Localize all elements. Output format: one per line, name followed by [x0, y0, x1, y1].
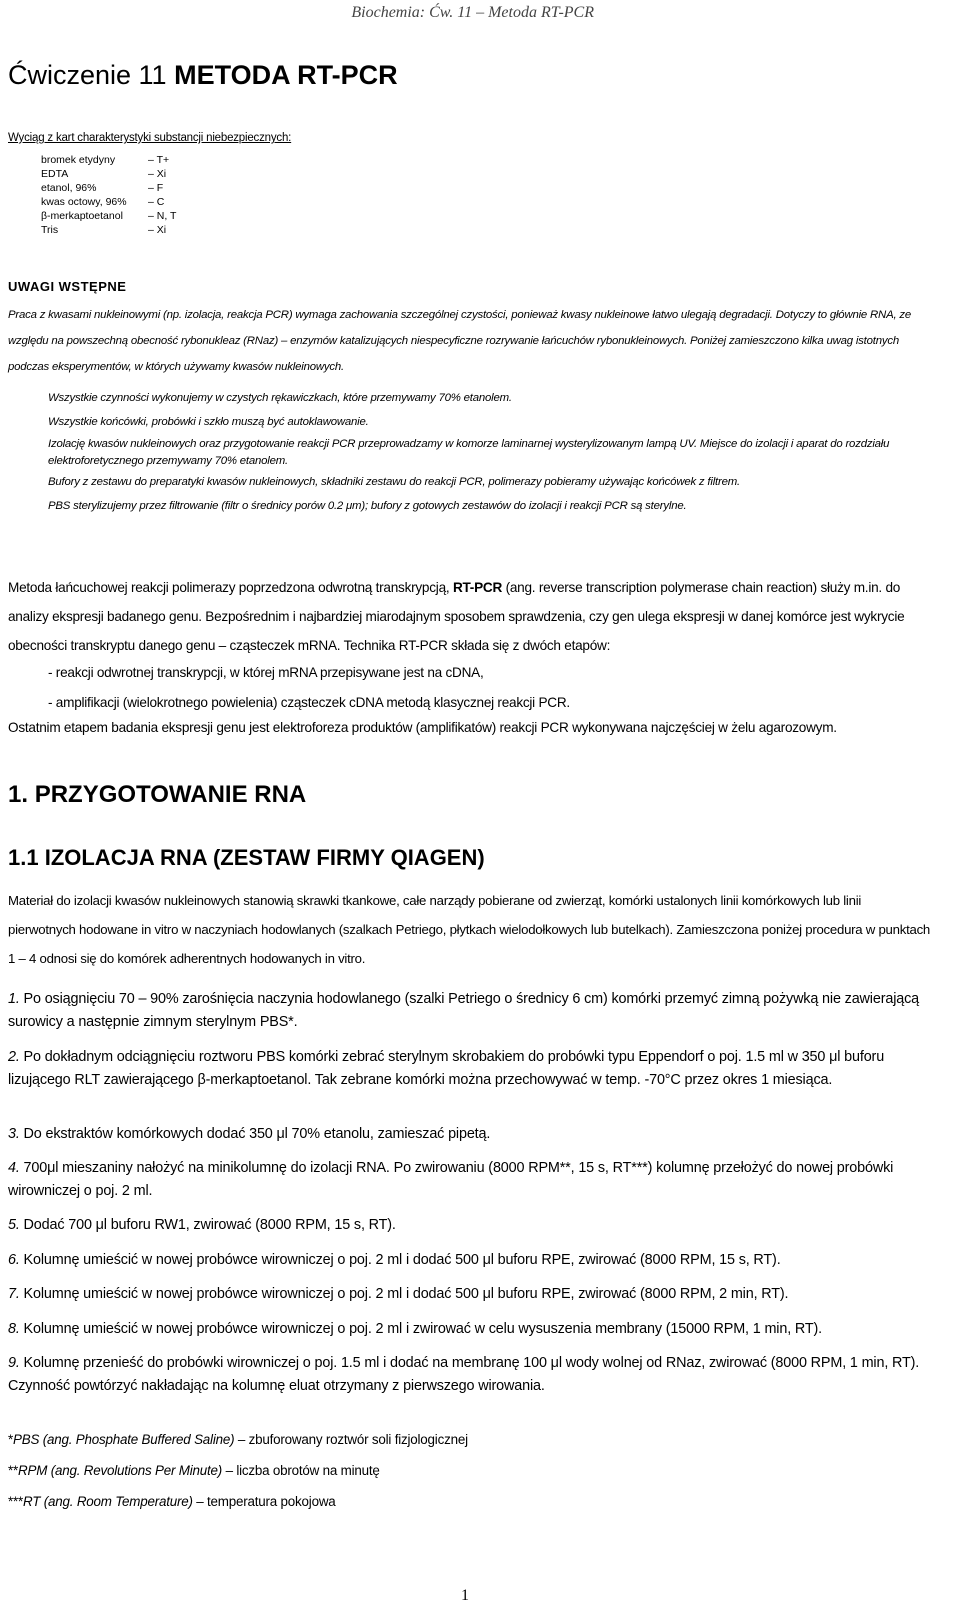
hazard-name: Tris: [41, 224, 59, 236]
footnote-desc: – liczba obrotów na minutę: [222, 1463, 380, 1478]
step-text: Do ekstraktów komórkowych dodać 350 μl 70% etanolu, zamieszać pipetą.: [19, 1126, 491, 1142]
intro-text: (ang. reverse transcription polymerase chain reaction) służy m.in. do analizy ekspresji badanego genu. Bezpośrednim i najbardziej miarodajnym sposobem sprawdzenia, czy gen ulega ekspresji w danej komórce jest wykrycie obecności transkryptu danego genu – cząsteczek mRNA. Technika RT-PCR składa się z dwóch etapów:: [8, 580, 905, 653]
footnote: [8, 1494, 336, 1509]
intro-bullet: - reakcji odwrotnej transkrypcji, w której mRNA przepisywane jest na cDNA,: [48, 665, 484, 680]
step-text: Kolumnę przenieść do probówki wirowniczej o poj. 1.5 ml i dodać na membranę 100 μl wody wolnej od RNaz, zwirować (8000 RPM, 1 min, RT). Czynność powtórzyć nakładając na kolumnę eluat otrzymany z pierwszego wirowania.: [8, 1355, 920, 1394]
step-number: 8.: [8, 1321, 20, 1337]
footnote-mark: ***: [8, 1494, 24, 1509]
hazard-code: – Xi: [148, 224, 167, 236]
section-heading: [8, 781, 306, 809]
procedure-step: [8, 1157, 932, 1203]
procedure-step: [8, 988, 932, 1034]
uwagi-item: Wszystkie czynności wykonujemy w czystych rękawiczkach, które przemywamy 70% etanolem.: [48, 392, 512, 404]
procedure-step: [8, 1046, 932, 1092]
hazard-heading: Wyciąg z kart charakterystyki substancji niebezpiecznych:: [8, 132, 292, 144]
step-text: Kolumnę umieścić w nowej probówce wirowniczej o poj. 2 ml i dodać 500 μl buforu RPE, zwirować (8000 RPM, 15 s, RT).: [19, 1252, 781, 1268]
step-text: Po dokładnym odciągnięciu roztworu PBS komórki zebrać sterylnym skrobakiem do probówki typu Eppendorf o poj. 1.5 ml w 350 μl buforu lizującego RLT zawierającego β-merkaptoetanol. Tak zebrane komórki można przechowywać w temp. -70°C przez okres 1 miesiąca.: [8, 1049, 885, 1088]
hazard-code: – N, T: [148, 210, 177, 222]
intro-bullet: - amplifikacji (wielokrotnego powielenia) cząsteczek cDNA metodą klasycznej reakcji PCR.: [48, 695, 570, 710]
step-number: 3.: [8, 1126, 20, 1142]
hazard-name: bromek etydyny: [41, 154, 116, 166]
intro-text: Metoda łańcuchowej reakcji polimerazy poprzedzona odwrotną transkrypcją,: [8, 580, 453, 595]
footnote-desc: – zbuforowany roztwór soli fizjologicznej: [234, 1432, 468, 1447]
section-number: 1.: [8, 781, 35, 808]
uwagi-heading: UWAGI WSTĘPNE: [8, 279, 127, 294]
procedure-step: [8, 1352, 932, 1398]
footnote-desc: – temperatura pokojowa: [192, 1494, 336, 1509]
hazard-code: – Xi: [148, 168, 167, 180]
page-number: 1: [461, 1587, 469, 1604]
running-header: Biochemia: Ćw. 11 – Metoda RT-PCR: [351, 4, 594, 21]
step-number: 1.: [8, 991, 20, 1007]
page-title: [8, 60, 398, 91]
uwagi-intro: Praca z kwasami nukleinowymi (np. izolacja, reakcja PCR) wymaga zachowania szczególnej czystości, ponieważ kwasy nukleinowe łatwo ulegają degradacji. Dotyczy to głównie RNA, ze względu na powszechną obecność rybonukleaz (RNaz) – enzymów katalizujących niespecyficzne rozrywanie łańcuchów rybonukleinowych. Poniżej zamieszczono kilka uwag istotnych podczas eksperymentów, w których używamy kwasów nukleinowych.: [8, 309, 912, 373]
step-number: 9.: [8, 1355, 20, 1371]
step-number: 4.: [8, 1160, 20, 1176]
title-main: METODA RT-PCR: [174, 60, 398, 90]
subsection-number: 1.1: [8, 845, 45, 870]
step-number: 6.: [8, 1252, 20, 1268]
title-prefix: Ćwiczenie 11: [8, 60, 175, 90]
intro-term: RT-PCR: [452, 580, 503, 595]
uwagi-item: Bufory z zestawu do preparatyki kwasów nukleinowych, składniki zestawu do reakcji PCR, polimerazy pobieramy używając końcówek z filtrem.: [48, 476, 740, 488]
subsection-title: IZOLACJA RNA (ZESTAW FIRMY QIAGEN): [44, 845, 485, 870]
footnote-term: RT (ang. Room Temperature): [23, 1494, 193, 1509]
step-text: Kolumnę umieścić w nowej probówce wirowniczej o poj. 2 ml i dodać 500 μl buforu RPE, zwirować (8000 RPM, 2 min, RT).: [19, 1286, 789, 1302]
procedure-step: [8, 1214, 932, 1237]
hazard-code: – F: [148, 182, 164, 194]
step-number: 5.: [8, 1217, 20, 1233]
hazard-name: kwas octowy, 96%: [41, 196, 127, 208]
hazard-name: β-merkaptoetanol: [41, 210, 123, 222]
step-text: Dodać 700 μl buforu RW1, zwirować (8000 RPM, 15 s, RT).: [19, 1217, 396, 1233]
intro-paragraph: Ostatnim etapem badania ekspresji genu jest elektroforeza produktów (amplifikatów) reakcji PCR wykonywana najczęściej w żelu agarozowym.: [8, 720, 837, 735]
subsection-heading: [8, 845, 485, 871]
hazard-name: etanol, 96%: [41, 182, 97, 194]
procedure-step: [8, 1318, 932, 1341]
footnote-mark: **: [8, 1463, 19, 1478]
footnote: [8, 1432, 468, 1447]
uwagi-item: Wszystkie końcówki, probówki i szkło muszą być autoklawowanie.: [48, 416, 369, 428]
uwagi-item: Izolację kwasów nukleinowych oraz przygotowanie reakcji PCR przeprowadzamy w komorze laminarnej wysterylizowanym lampą UV. Miejsce do izolacji i aparat do rozdziału elektroforetycznego przemywamy 70% etanolem.: [48, 438, 890, 467]
hazard-code: – C: [148, 196, 165, 208]
step-text: Po osiągnięciu 70 – 90% zarośnięcia naczynia hodowlanego (szalki Petriego o średnicy 6 cm) komórki przemyć zimną pożywką nie zawierającą surowicy a następnie zimnym sterylnym PBS*.: [8, 991, 919, 1030]
step-number: 7.: [8, 1286, 20, 1302]
section-title: PRZYGOTOWANIE RNA: [34, 781, 307, 808]
step-number: 2.: [8, 1049, 20, 1065]
footnote-mark: *: [8, 1432, 14, 1447]
hazard-name: EDTA: [41, 168, 69, 180]
footnote: [8, 1463, 380, 1478]
procedure-step: [8, 1249, 932, 1272]
intro-paragraph: [8, 573, 932, 660]
subsection-paragraph: Materiał do izolacji kwasów nukleinowych stanowią skrawki tkankowe, całe narządy pobierane od zwierząt, komórki ustalonych linii komórkowych lub linii pierwotnych hodowane in vitro w naczyniach hodowlanych (szalkach Petriego, płytkach wielodołkowych lub butelkach). Zamieszczona poniżej procedura w punktach 1 – 4 odnosi się do komórek adherentnych hodowanych in vitro.: [8, 893, 931, 966]
footnote-term: RPM (ang. Revolutions Per Minute): [18, 1463, 223, 1478]
uwagi-item: PBS sterylizujemy przez filtrowanie (filtr o średnicy porów 0.2 μm); bufory z gotowych zestawów do izolacji i reakcji PCR są sterylne.: [48, 500, 687, 512]
hazard-code: – T+: [148, 154, 170, 166]
procedure-step: [8, 1123, 932, 1146]
step-text: 700μl mieszaniny nałożyć na minikolumnę do izolacji RNA. Po zwirowaniu (8000 RPM**, 15 s, RT***) kolumnę przełożyć do nowej probówki wirowniczej o poj. 2 ml.: [8, 1160, 894, 1199]
procedure-step: [8, 1283, 932, 1306]
step-text: Kolumnę umieścić w nowej probówce wirowniczej o poj. 2 ml i zwirować w celu wysuszenia membrany (15000 RPM, 1 min, RT).: [19, 1321, 822, 1337]
footnote-term: PBS (ang. Phosphate Buffered Saline): [13, 1432, 235, 1447]
